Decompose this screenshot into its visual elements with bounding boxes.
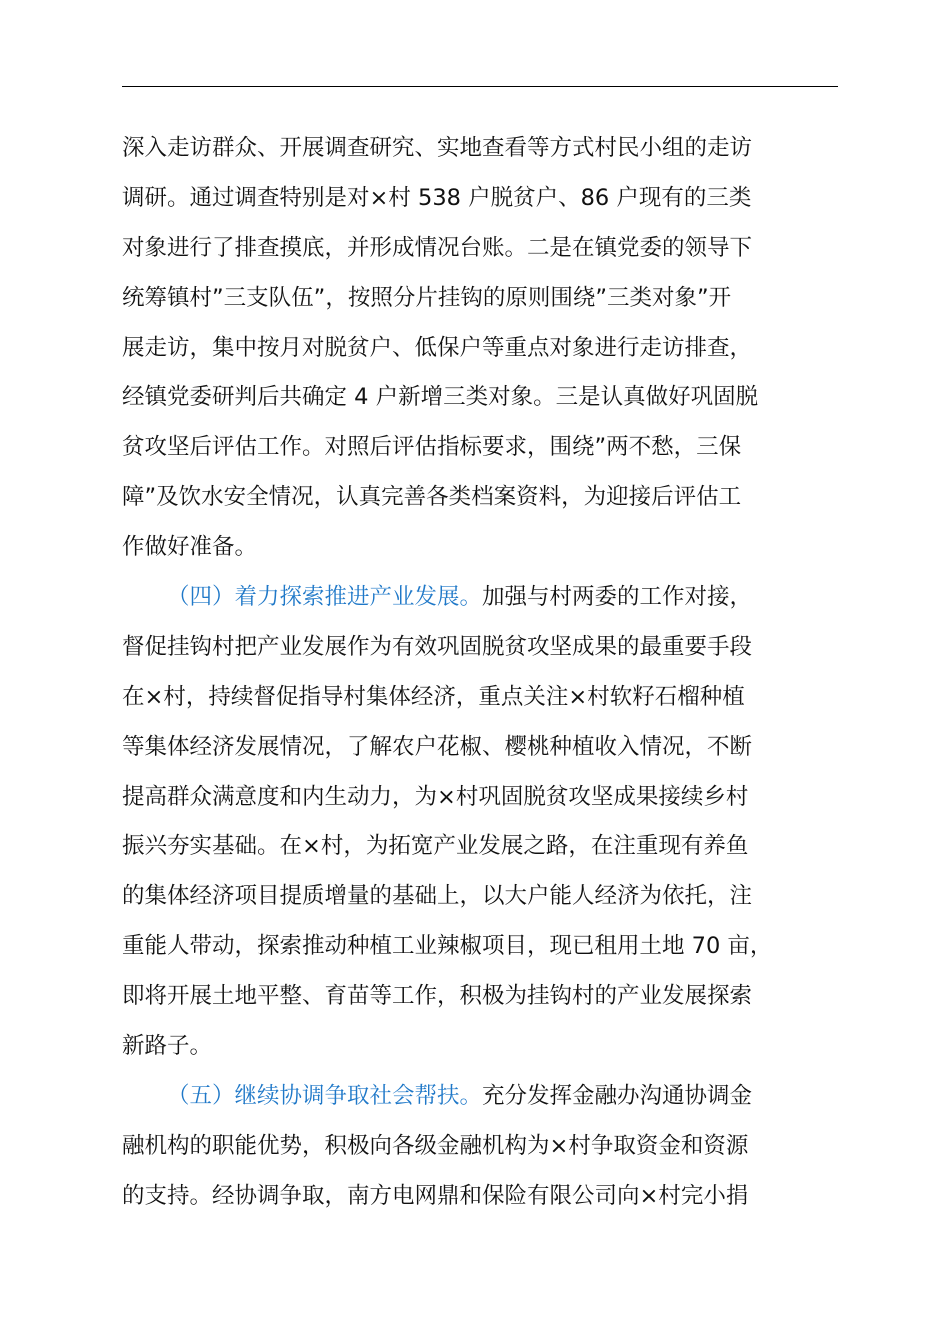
text-line: 深入走访群众、开展调查研究、实地查看等方式村民小组的走访: [122, 135, 753, 161]
text-line: 贫攻坚后评估工作。对照后评估指标要求，围绕”两不愁，三保: [122, 434, 742, 461]
text-line: 等集体经济发展情况，了解农户花椒、樱桃种植收入情况，不断: [122, 733, 753, 760]
section-5-paragraph: [122, 1072, 838, 1222]
header-rule: [122, 86, 838, 87]
text-line: 调研。通过调查特别是对×村 538 户脱贫户、86 户现有的三类: [122, 184, 752, 211]
text-line: 新路子。: [122, 1033, 213, 1060]
text-line: 重能人带动，探索推动种植工业辣椒项目，现已租用土地 70 亩，: [122, 933, 773, 960]
text-line: 经镇党委研判后共确定 4 户新增三类对象。三是认真做好巩固脱: [122, 384, 759, 411]
document-body: [122, 124, 838, 1222]
section-4-paragraph: [122, 573, 838, 1072]
text-line: 振兴夯实基础。在×村，为拓宽产业发展之路，在注重现有养鱼: [122, 833, 749, 860]
text-line: 展走访，集中按月对脱贫户、低保户等重点对象进行走访排查，: [122, 334, 753, 361]
text-line: 作做好准备。: [122, 534, 258, 561]
text-line: 的集体经济项目提质增量的基础上，以大户能人经济为依托，注: [122, 883, 753, 910]
section-4-heading: （四）着力探索推进产业发展。: [167, 584, 483, 611]
section-5-heading: （五）继续协调争取社会帮扶。: [167, 1082, 483, 1109]
text-line: 的支持。经协调争取，南方电网鼎和保险有限公司向×村完小捐: [122, 1182, 749, 1209]
text-line: 统筹镇村”三支队伍”，按照分片挂钩的原则围绕”三类对象”开: [122, 284, 732, 311]
text-line: 督促挂钩村把产业发展作为有效巩固脱贫攻坚成果的最重要手段: [122, 633, 753, 660]
text-line: 即将开展土地平整、育苗等工作，积极为挂钩村的产业发展探索: [122, 983, 753, 1010]
section-5-lead-text: 充分发挥金融办沟通协调金: [482, 1082, 753, 1109]
text-line: 障”及饮水安全情况，认真完善各类档案资料，为迎接后评估工: [122, 484, 742, 511]
text-line: 对象进行了排查摸底，并形成情况台账。二是在镇党委的领导下: [122, 234, 753, 261]
text-line: 在×村，持续督促指导村集体经济，重点关注×村软籽石榴种植: [122, 683, 745, 710]
section-4-lead-text: 加强与村两委的工作对接，: [482, 584, 753, 611]
text-line: 融机构的职能优势，积极向各级金融机构为×村争取资金和资源: [122, 1132, 749, 1159]
section-5-first-line: [122, 1072, 838, 1122]
paragraph-continuation: [122, 124, 838, 573]
text-line: 提高群众满意度和内生动力，为×村巩固脱贫攻坚成果接续乡村: [122, 783, 749, 810]
section-4-first-line: [122, 573, 838, 623]
